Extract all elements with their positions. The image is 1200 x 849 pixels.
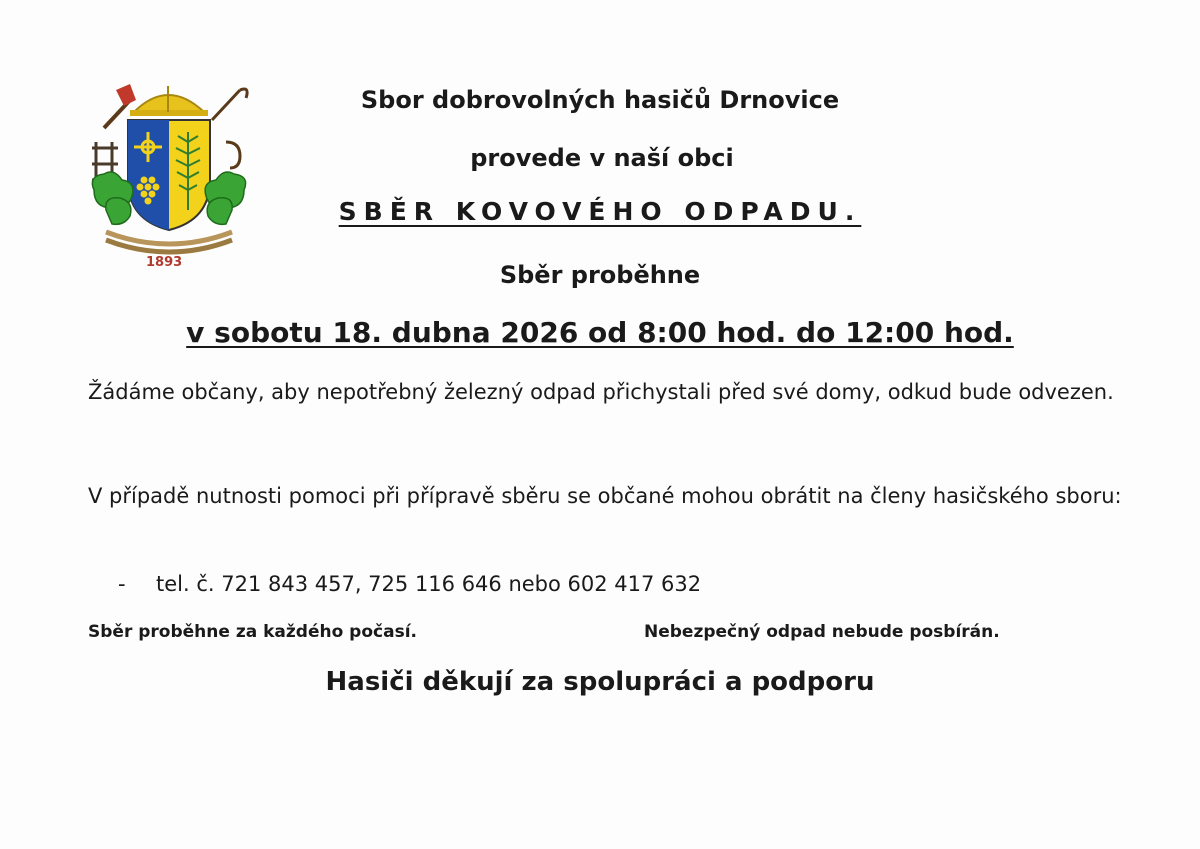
contact-line [118, 572, 701, 596]
schedule-label: Sběr proběhne [499, 261, 701, 289]
event-date: v sobotu 18. dubna 2026 od 8:00 hod. do 12:00 hod. [186, 316, 1014, 349]
thanks-line: Hasiči děkují za spolupráci a podporu [325, 667, 875, 697]
list-dash: - [118, 572, 126, 596]
subline: provede v naší obci [470, 144, 734, 172]
weather-note: Sběr proběhne za každého počasí. [88, 622, 417, 642]
request-paragraph: Žádáme občany, aby nepotřebný železný odpad přichystali před své domy, odkud bude odvezen. [88, 380, 1114, 404]
page-title: SBĚR KOVOVÉHO ODPADU. [338, 197, 862, 226]
organization-name: Sbor dobrovolných hasičů Drnovice [360, 86, 840, 114]
hazardous-note: Nebezpečný odpad nebude posbírán. [644, 622, 1000, 642]
help-paragraph: V případě nutnosti pomoci při přípravě sběru se občané mohou obrátit na členy hasičského sboru: [88, 484, 1122, 508]
phone-numbers: tel. č. 721 843 457, 725 116 646 nebo 602 417 632 [156, 572, 702, 596]
rope-icon [106, 232, 232, 252]
emblem-year: 1893 [146, 255, 183, 270]
